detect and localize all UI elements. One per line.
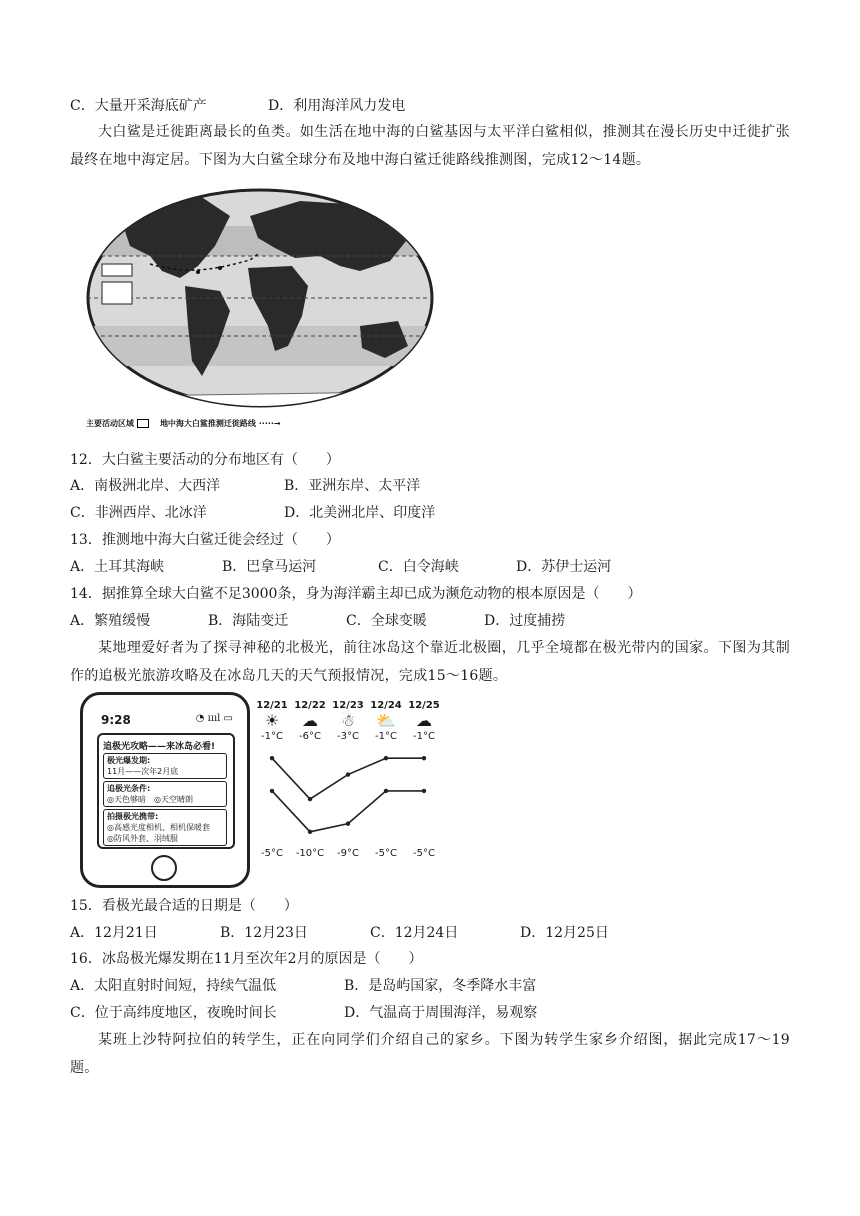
guide-box-equipment-text2: ◎防风外套、羽绒服 (107, 834, 178, 843)
forecast-date: 12/23 (332, 700, 364, 711)
q16-option-d: D．气温高于周围海洋，易观察 (344, 1005, 538, 1021)
q12-stem: 12．大白鲨主要活动的分布地区有（ ） (70, 452, 340, 468)
q16-option-b: B．是岛屿国家，冬季降水丰富 (344, 978, 537, 994)
forecast-high-temp: -1°C (375, 731, 397, 742)
forecast-high-temp: -1°C (413, 731, 435, 742)
partly-cloudy-icon: ⛅ (376, 711, 396, 730)
cloud-icon: ☁ (302, 711, 318, 730)
q12-option-c: C．非洲西岸、北冰洋 (70, 505, 207, 521)
q14-option-b: B．海陆变迁 (208, 613, 289, 629)
q15-option-b: B．12月23日 (220, 925, 308, 941)
forecast-high-temp: -6°C (299, 731, 321, 742)
temperature-point-2-1 (270, 789, 274, 793)
forecast-low-temp: -10°C (295, 848, 325, 859)
legend-route-arrow-icon: ·····→ (258, 419, 281, 428)
q16-option-a: A．太阳直射时间短，持续气温低 (70, 978, 277, 994)
temperature-point-1-2 (308, 797, 312, 801)
q12-option-a: A．南极洲北岸、大西洋 (70, 478, 221, 494)
q15-option-c: C．12月24日 (370, 925, 459, 941)
temperature-chart (252, 700, 442, 870)
temperature-point-1-1 (270, 756, 274, 760)
guide-title: 追极光攻略——来冰岛必看! (103, 742, 216, 752)
forecast-low-temp: -5°C (413, 848, 435, 859)
q13-option-d: D．苏伊士运河 (516, 559, 612, 575)
guide-box-equipment-text1: ◎高感光度相机、相机保暖套 (107, 823, 210, 832)
q15-stem: 15．看极光最合适的日期是（ ） (70, 898, 298, 914)
shark-intro-paragraph: 大白鲨是迁徙距离最长的鱼类。如生活在地中海的白鲨基因与太平洋白鲨相似，推测其在漫长历史中迁徙扩张最终在地中海定居。下图为大白鲨全球分布及地中海白鲨迁徙路线推测图，完成12～14题。 (70, 124, 790, 168)
aurora-intro-paragraph: 某地理爱好者为了探寻神秘的北极光，前往冰岛这个靠近北极圈，几乎全境都在极光带内的国家。下图为其制作的追极光旅游攻略及在冰岛几天的天气预报情况，完成15～16题。 (70, 640, 790, 684)
shark-distribution-map (80, 186, 440, 426)
q12-option-d: D．北美洲北岸、印度洋 (284, 505, 436, 521)
q14-stem: 14．据推算全球大白鲨不足3000条，身为海洋霸主却已成为濒危动物的根本原因是（ ） (70, 586, 642, 602)
forecast-low-temp: -5°C (261, 848, 283, 859)
guide-box-equipment-title: 拍摄极光携带: (107, 812, 159, 821)
temperature-point-2-5 (422, 789, 426, 793)
temperature-point-1-5 (422, 756, 426, 760)
guide-box-conditions-text: ◎天色够暗 ◎天空晴朗 (107, 795, 193, 804)
guide-box-period (103, 753, 227, 779)
weather-forecast (252, 700, 442, 870)
guide-box-period-title: 极光爆发期: (107, 756, 151, 765)
temperature-point-2-4 (384, 789, 388, 793)
q12-option-b: B．亚洲东岸、太平洋 (284, 478, 421, 494)
temperature-point-2-3 (346, 821, 350, 825)
phone-home-button (151, 855, 177, 881)
guide-box-conditions (103, 781, 227, 807)
forecast-date: 12/25 (408, 700, 440, 711)
q13-option-c: C．白令海峡 (378, 559, 459, 575)
guide-box-equipment (103, 809, 227, 846)
forecast-high-temp: -1°C (261, 731, 283, 742)
cloud-icon: ☁ (416, 711, 432, 730)
sun-icon: ☀ (264, 711, 280, 730)
phone-status-icons: ◔ ıııl ▭ (195, 713, 233, 724)
legend-route-label: 地中海大白鲨推测迁徙路线 (159, 419, 256, 428)
q13-stem: 13．推测地中海大白鲨迁徙会经过（ ） (70, 532, 340, 548)
guide-box-conditions-title: 追极光条件: (107, 784, 151, 793)
q14-option-d: D．过度捕捞 (484, 613, 566, 629)
forecast-low-temp: -5°C (375, 848, 397, 859)
forecast-date: 12/24 (370, 700, 402, 711)
q11-option-d: D．利用海洋风力发电 (268, 98, 406, 114)
temperature-point-1-3 (346, 772, 350, 776)
q16-stem: 16．冰岛极光爆发期在11月至次年2月的原因是（ ） (70, 951, 423, 967)
q13-option-a: A．土耳其海峡 (70, 559, 165, 575)
q13-option-b: B．巴拿马运河 (222, 559, 317, 575)
forecast-high-temp: -3°C (337, 731, 359, 742)
legend-active-area-swatch (137, 419, 149, 428)
legend-active-area-label: 主要活动区域 (86, 419, 134, 428)
temperature-series-line-1 (272, 758, 424, 799)
forecast-date: 12/22 (294, 700, 326, 711)
q14-option-a: A．繁殖缓慢 (70, 613, 151, 629)
temperature-point-2-2 (308, 830, 312, 834)
phone-time: 9:28 (101, 713, 131, 727)
forecast-low-temp: -9°C (337, 848, 359, 859)
temperature-point-1-4 (384, 756, 388, 760)
guide-box-period-text: 11月——次年2月底 (107, 767, 179, 776)
forecast-date: 12/21 (256, 700, 288, 711)
q16-option-c: C．位于高纬度地区，夜晚时间长 (70, 1005, 277, 1021)
guide-card (97, 733, 235, 849)
snow-cloud-icon: ☃ (340, 711, 356, 730)
saudi-intro-paragraph: 某班上沙特阿拉伯的转学生，正在向同学们介绍自己的家乡。下图为转学生家乡介绍图，据此完成17～19题。 (70, 1032, 790, 1076)
q14-option-c: C．全球变暖 (346, 613, 427, 629)
map-legend (86, 418, 281, 429)
q11-option-c: C．大量开采海底矿产 (70, 98, 207, 114)
phone-aurora-guide (80, 692, 250, 888)
q15-option-a: A．12月21日 (70, 925, 158, 941)
q15-option-d: D．12月25日 (520, 925, 609, 941)
